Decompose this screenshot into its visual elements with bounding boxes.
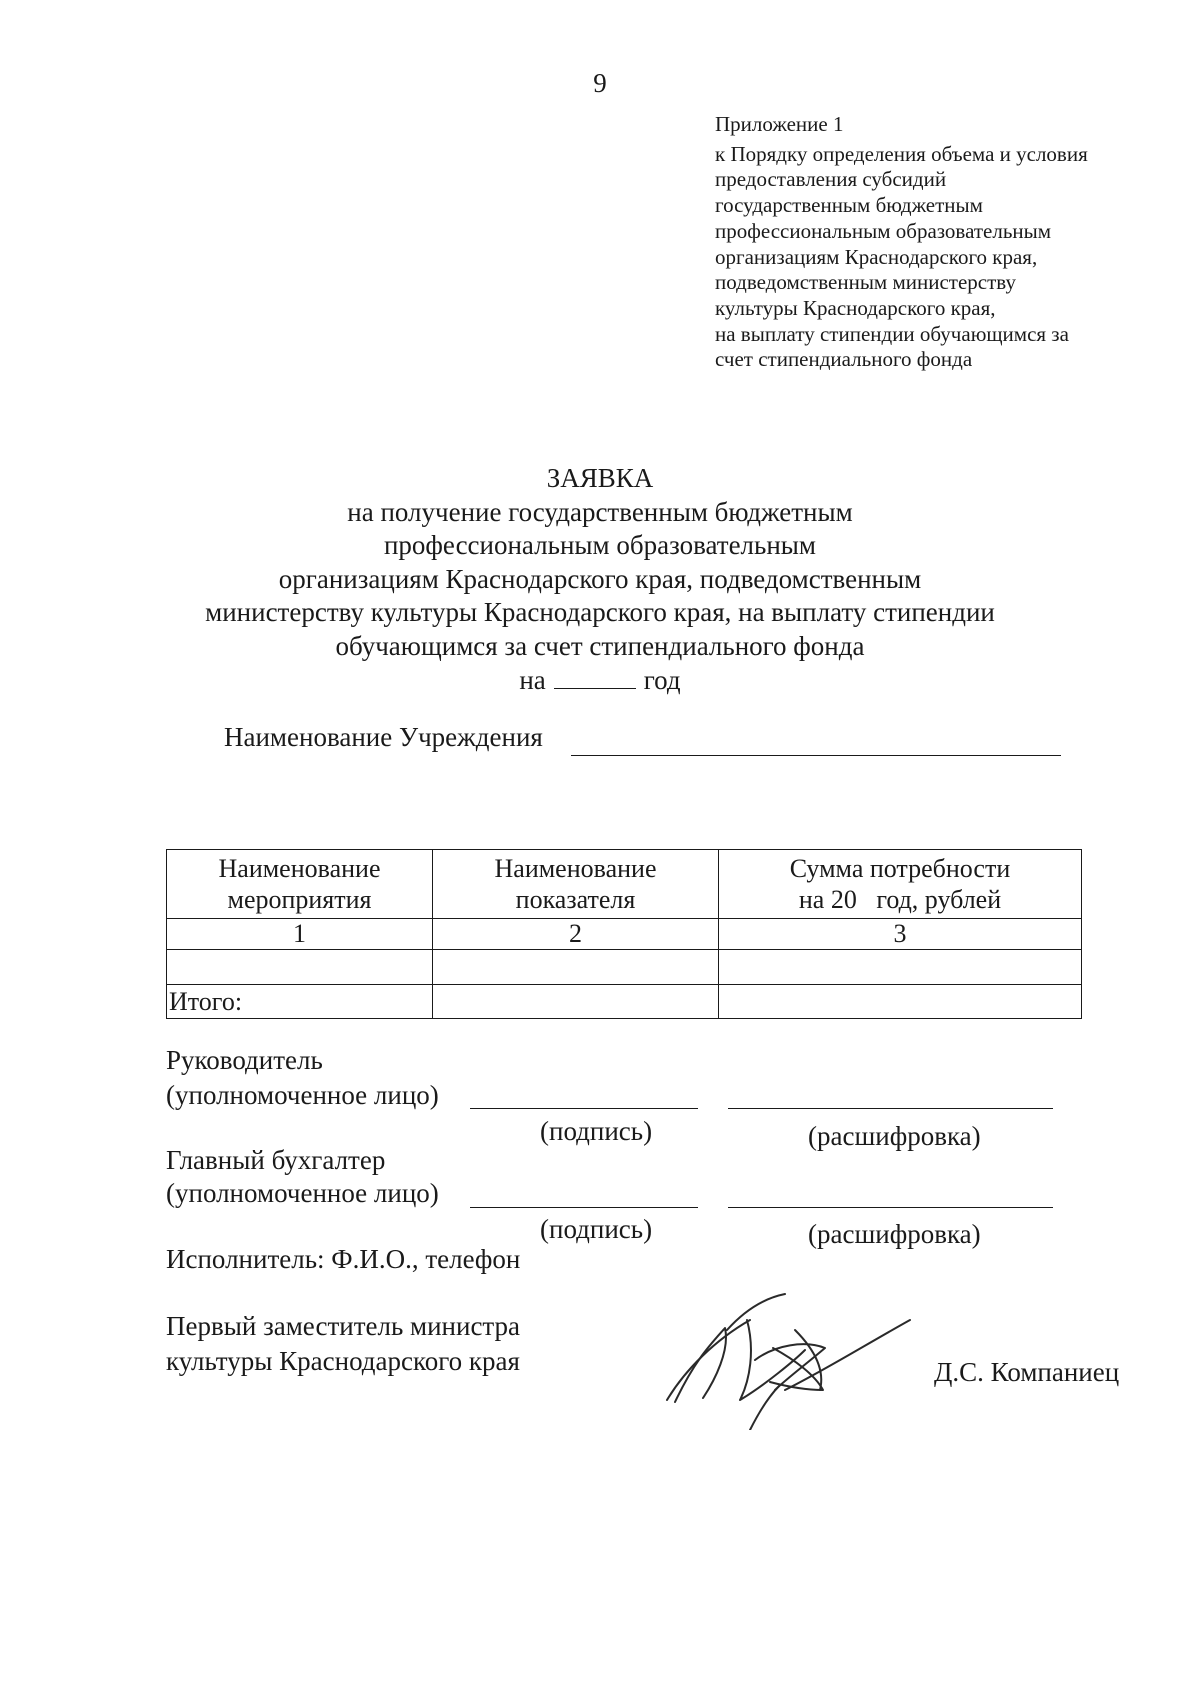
year-prefix: на xyxy=(519,665,546,695)
request-table xyxy=(166,849,1082,1019)
accountant-decoding-blank[interactable] xyxy=(728,1207,1053,1208)
appendix-block xyxy=(715,112,1185,373)
table-number-row xyxy=(167,919,1082,950)
page-number: 9 xyxy=(593,68,607,98)
document-title: ЗАЯВКА xyxy=(546,463,654,493)
year-suffix: год xyxy=(643,665,681,695)
column-number: 3 xyxy=(719,919,1082,950)
table-total-row xyxy=(167,985,1082,1019)
approver-title: Первый заместитель министра xyxy=(166,1311,521,1341)
appendix-line: государственным бюджетным xyxy=(715,193,983,218)
table-row xyxy=(167,950,1082,985)
year-line xyxy=(0,663,1200,698)
handwritten-signature xyxy=(655,1290,935,1430)
executor-label: Исполнитель: Ф.И.О., телефон xyxy=(166,1244,521,1274)
head-title: Руководитель xyxy=(166,1045,323,1075)
total-label: Итого: xyxy=(167,985,433,1019)
accountant-signature-caption: (подпись) xyxy=(540,1214,653,1244)
table-cell[interactable] xyxy=(433,950,719,985)
table-cell[interactable] xyxy=(167,950,433,985)
heading-line: на получение государственным бюджетным xyxy=(347,496,853,527)
appendix-line: к Порядку определения объема и условия xyxy=(715,141,1088,166)
approver-name: Д.С. Компаниец xyxy=(934,1357,1120,1387)
accountant-signature-blank[interactable] xyxy=(470,1207,698,1208)
head-signature-blank[interactable] xyxy=(470,1108,698,1109)
header-amount: Сумма потребности на 20 год, рублей xyxy=(719,850,1082,919)
year-blank[interactable] xyxy=(554,663,636,689)
appendix-line: счет стипендиального фонда xyxy=(715,347,973,372)
appendix-line: организациям Краснодарского края, xyxy=(715,244,1038,269)
institution-blank[interactable] xyxy=(571,755,1061,756)
heading-line: организациям Краснодарского края, подведомственным xyxy=(278,563,922,594)
accountant-title: Главный бухгалтер xyxy=(166,1145,386,1175)
document-heading xyxy=(0,462,1200,698)
table-cell[interactable] xyxy=(719,950,1082,985)
heading-line: министерству культуры Краснодарского края, на выплату стипендии xyxy=(205,597,995,627)
appendix-title: Приложение 1 xyxy=(715,112,844,136)
approver-title-line2: культуры Краснодарского края xyxy=(166,1346,520,1376)
column-number: 2 xyxy=(433,919,719,950)
table-cell[interactable] xyxy=(433,985,719,1019)
heading-line: профессиональным образовательным xyxy=(383,530,817,560)
head-decoding-blank[interactable] xyxy=(728,1108,1053,1109)
head-signature-caption: (подпись) xyxy=(540,1116,653,1146)
appendix-line: на выплату стипендии обучающимся за xyxy=(715,321,1069,346)
appendix-line: культуры Краснодарского края, xyxy=(715,295,996,320)
head-authorized-label: (уполномоченное лицо) xyxy=(166,1080,439,1110)
head-decoding-caption: (расшифровка) xyxy=(808,1121,981,1151)
accountant-decoding-caption: (расшифровка) xyxy=(808,1219,981,1249)
appendix-line: профессиональным образовательным xyxy=(715,218,1052,243)
header-indicator: Наименование показателя xyxy=(433,850,719,919)
appendix-line: предоставления субсидий xyxy=(715,167,947,192)
heading-line: обучающимся за счет стипендиального фонда xyxy=(335,630,865,661)
appendix-line: подведомственным министерству xyxy=(715,270,1016,295)
institution-label: Наименование Учреждения xyxy=(224,722,543,752)
column-number: 1 xyxy=(167,919,433,950)
accountant-authorized-label: (уполномоченное лицо) xyxy=(166,1178,439,1208)
table-cell[interactable] xyxy=(719,985,1082,1019)
table-header-row xyxy=(167,850,1082,919)
header-event: Наименование мероприятия xyxy=(167,850,433,919)
